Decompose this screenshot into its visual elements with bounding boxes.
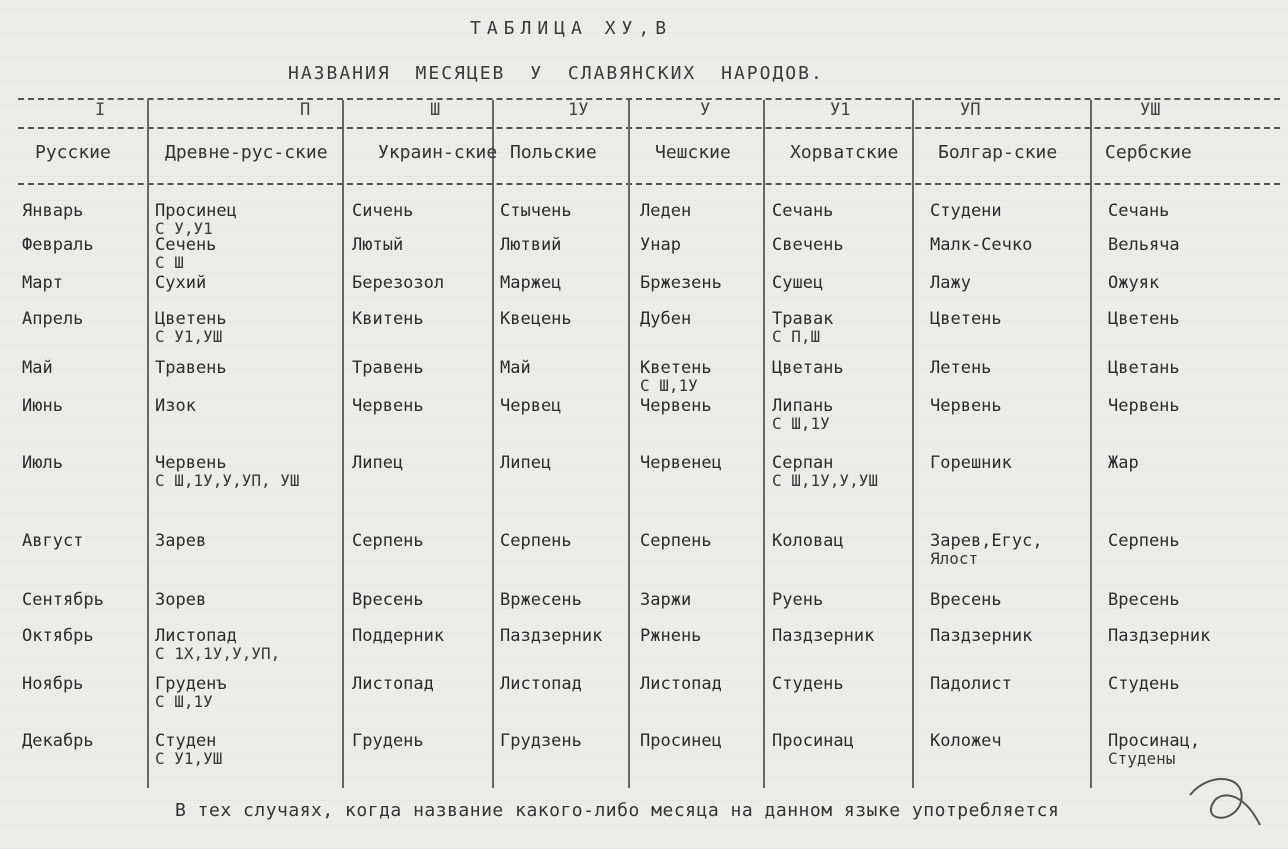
page-title: ТАБЛИЦА ХУ,В bbox=[470, 18, 673, 39]
table-cell bbox=[352, 628, 444, 645]
cell-value: Липец bbox=[352, 453, 404, 473]
table-cell bbox=[352, 203, 413, 220]
table-cell bbox=[772, 360, 844, 377]
month-name bbox=[22, 628, 94, 645]
table-subtitle: НАЗВАНИЯ МЕСЯЦЕВ У СЛАВЯНСКИХ НАРОДОВ. bbox=[288, 63, 824, 84]
cell-value: Дубен bbox=[640, 309, 692, 329]
column-number: У bbox=[700, 100, 711, 120]
cell-value: Лютвий bbox=[500, 235, 562, 255]
table-cell bbox=[772, 311, 833, 345]
cell-value: Цветань bbox=[1108, 358, 1180, 378]
month-name bbox=[22, 592, 104, 609]
cell-value: Вресень bbox=[930, 590, 1002, 610]
cell-value: Грудзень bbox=[500, 731, 582, 751]
table-cell bbox=[640, 733, 722, 750]
table-cell bbox=[640, 533, 712, 550]
table-cell bbox=[155, 360, 227, 377]
table-cell bbox=[930, 237, 1032, 254]
cell-value: Изок bbox=[155, 396, 196, 416]
table-cell bbox=[155, 398, 196, 415]
table-cell bbox=[500, 533, 572, 550]
table-cell bbox=[155, 203, 237, 237]
table-cell bbox=[500, 275, 561, 292]
cell-value: Январь bbox=[22, 201, 84, 221]
table-cell bbox=[1108, 733, 1200, 767]
table-cell bbox=[640, 237, 681, 254]
cell-value: Квитень bbox=[352, 309, 424, 329]
column-divider bbox=[492, 100, 494, 788]
table-cell bbox=[500, 203, 572, 220]
table-cell bbox=[640, 676, 722, 693]
cell-value: Август bbox=[22, 531, 84, 551]
cell-value: Жар bbox=[1108, 453, 1139, 473]
cell-value: Студени bbox=[930, 201, 1002, 221]
cell-value: Паздзерник bbox=[772, 626, 875, 646]
cell-value: Зарев,Егус, bbox=[930, 531, 1043, 551]
column-number: I bbox=[95, 100, 106, 120]
cell-value: Вржесень bbox=[500, 590, 582, 610]
cell-value: Июнь bbox=[22, 396, 63, 416]
column-divider bbox=[342, 100, 344, 788]
cell-value: Липец bbox=[500, 453, 552, 473]
cell-value: Студен bbox=[155, 731, 217, 751]
cell-value: Просинец bbox=[640, 731, 722, 751]
table-cell bbox=[500, 311, 572, 328]
column-number: У1 bbox=[830, 100, 851, 120]
cell-value: Сечень bbox=[155, 235, 217, 255]
cell-value: Малк-Сечко bbox=[930, 235, 1033, 255]
table-cell bbox=[352, 733, 424, 750]
cell-value: Червенец bbox=[640, 453, 722, 473]
cell-value: Унар bbox=[640, 235, 681, 255]
cell-value: Паздзерник bbox=[500, 626, 603, 646]
table-cell bbox=[930, 360, 991, 377]
table-cell bbox=[352, 237, 403, 254]
table-cell bbox=[772, 203, 833, 220]
cell-value: Цветень bbox=[1108, 309, 1180, 329]
table-cell bbox=[500, 398, 561, 415]
cell-value: Серпень bbox=[500, 531, 572, 551]
cell-value: Ожуяк bbox=[1108, 273, 1160, 293]
table-cell bbox=[352, 455, 403, 472]
table-cell bbox=[500, 733, 582, 750]
month-name bbox=[22, 676, 83, 693]
cell-value: Падолист bbox=[930, 674, 1012, 694]
cell-note: С Ш,1У bbox=[640, 376, 698, 395]
table-cell bbox=[352, 398, 424, 415]
table-cell bbox=[640, 455, 722, 472]
column-header: Украин-ские bbox=[378, 142, 498, 163]
cell-value: Цветань bbox=[772, 358, 844, 378]
table-cell bbox=[500, 360, 531, 377]
cell-value: Кветень bbox=[640, 358, 712, 378]
cell-value: Студень bbox=[1108, 674, 1180, 694]
cell-value: Сечань bbox=[772, 201, 834, 221]
cell-value: Паздзерник bbox=[930, 626, 1033, 646]
table-cell bbox=[640, 628, 701, 645]
table-cell bbox=[155, 311, 227, 345]
cell-value: Сичень bbox=[352, 201, 414, 221]
cell-value: Червень bbox=[640, 396, 712, 416]
cell-value: Червень bbox=[1108, 396, 1180, 416]
cell-value: Червец bbox=[500, 396, 562, 416]
cell-value: Грудень bbox=[352, 731, 424, 751]
column-divider bbox=[147, 100, 149, 788]
table-cell bbox=[930, 398, 1002, 415]
table-cell bbox=[1108, 275, 1159, 292]
month-name bbox=[22, 311, 83, 328]
cell-value: Ноябрь bbox=[22, 674, 84, 694]
column-number: УШ bbox=[1140, 100, 1161, 120]
table-cell bbox=[640, 360, 712, 394]
column-number: Ш bbox=[430, 100, 441, 120]
cell-note: С Ш bbox=[155, 253, 184, 272]
table-cell bbox=[772, 628, 874, 645]
cell-value: Маржец bbox=[500, 273, 562, 293]
table-cell bbox=[500, 237, 561, 254]
cell-note: С У,У1 bbox=[155, 219, 213, 238]
column-header: Польские bbox=[510, 142, 597, 163]
table-cell bbox=[155, 676, 227, 710]
cell-value: Серпень bbox=[1108, 531, 1180, 551]
cell-note: С П,Ш bbox=[772, 327, 821, 346]
table-cell bbox=[930, 592, 1002, 609]
table-cell bbox=[155, 237, 216, 271]
column-number: 1У bbox=[568, 100, 589, 120]
column-number: УП bbox=[960, 100, 981, 120]
cell-value: Червень bbox=[155, 453, 227, 473]
month-name bbox=[22, 533, 83, 550]
table-cell bbox=[772, 455, 878, 489]
table-cell bbox=[930, 455, 1012, 472]
cell-note: Ялост bbox=[930, 549, 979, 568]
table-cell bbox=[772, 275, 823, 292]
table-cell bbox=[1108, 628, 1210, 645]
cell-value: Стычень bbox=[500, 201, 572, 221]
column-number: П bbox=[300, 100, 311, 120]
cell-value: Апрель bbox=[22, 309, 84, 329]
month-name bbox=[22, 398, 63, 415]
table-cell bbox=[155, 733, 222, 767]
month-name bbox=[22, 237, 94, 254]
cell-value: Серпан bbox=[772, 453, 834, 473]
handwritten-mark bbox=[1180, 765, 1270, 835]
cell-value: Леден bbox=[640, 201, 692, 221]
month-name bbox=[22, 275, 63, 292]
column-header: Чешские bbox=[655, 142, 731, 163]
cell-value: Листопад bbox=[352, 674, 434, 694]
cell-value: Серпень bbox=[640, 531, 712, 551]
table-cell bbox=[155, 592, 206, 609]
cell-value: Квецень bbox=[500, 309, 572, 329]
column-header: Сербские bbox=[1105, 142, 1192, 163]
table-cell bbox=[772, 733, 854, 750]
cell-value: Ржнень bbox=[640, 626, 702, 646]
cell-note: С Ш,1У bbox=[772, 414, 830, 433]
column-divider bbox=[1090, 100, 1092, 788]
cell-value: Студень bbox=[772, 674, 844, 694]
table-cell bbox=[930, 311, 1002, 328]
cell-value: Летень bbox=[930, 358, 992, 378]
cell-value: Липань bbox=[772, 396, 834, 416]
cell-value: Сечань bbox=[1108, 201, 1170, 221]
table-cell bbox=[1108, 533, 1180, 550]
table-cell bbox=[1108, 398, 1180, 415]
table-cell bbox=[930, 676, 1012, 693]
cell-note: С Ш,1У bbox=[155, 692, 213, 711]
cell-value: Зарев bbox=[155, 531, 207, 551]
cell-value: Руень bbox=[772, 590, 824, 610]
cell-value: Июль bbox=[22, 453, 63, 473]
cell-value: Листопад bbox=[155, 626, 237, 646]
table-cell bbox=[155, 628, 280, 662]
column-divider bbox=[763, 100, 765, 788]
cell-value: Бржезень bbox=[640, 273, 722, 293]
cell-value: Цветень bbox=[155, 309, 227, 329]
cell-value: Вельяча bbox=[1108, 235, 1180, 255]
table-cell bbox=[1108, 203, 1169, 220]
cell-value: Поддерник bbox=[352, 626, 445, 646]
table-cell bbox=[640, 275, 722, 292]
column-header: Русские bbox=[35, 142, 111, 163]
table-cell bbox=[640, 592, 691, 609]
cell-value: Цветень bbox=[930, 309, 1002, 329]
cell-value: Листопад bbox=[500, 674, 582, 694]
cell-value: Сушец bbox=[772, 273, 824, 293]
cell-note: С У1,УШ bbox=[155, 749, 223, 768]
table-cell bbox=[500, 676, 582, 693]
cell-value: Коловац bbox=[772, 531, 844, 551]
month-name bbox=[22, 455, 63, 472]
cell-value: Травень bbox=[155, 358, 227, 378]
cell-value: Травень bbox=[352, 358, 424, 378]
table-cell bbox=[1108, 676, 1180, 693]
table-cell bbox=[930, 733, 1002, 750]
table-cell bbox=[640, 398, 712, 415]
cell-value: Травак bbox=[772, 309, 834, 329]
table-cell bbox=[155, 455, 300, 489]
cell-value: Лютый bbox=[352, 235, 404, 255]
table-cell bbox=[352, 311, 424, 328]
table-cell bbox=[930, 275, 971, 292]
table-cell bbox=[640, 203, 691, 220]
cell-value: Февраль bbox=[22, 235, 94, 255]
column-header: Древне-рус-ские bbox=[165, 142, 328, 163]
table-cell bbox=[772, 676, 844, 693]
table-cell bbox=[352, 533, 424, 550]
table-cell bbox=[930, 628, 1032, 645]
table-cell bbox=[1108, 360, 1180, 377]
cell-note: С 1Х,1У,У,УП, bbox=[155, 644, 281, 663]
cell-note: С Ш,1У,У,УШ bbox=[772, 471, 878, 490]
cell-value: Сентябрь bbox=[22, 590, 104, 610]
cell-value: Серпень bbox=[352, 531, 424, 551]
month-name bbox=[22, 360, 53, 377]
cell-value: Горешник bbox=[930, 453, 1012, 473]
cell-value: Март bbox=[22, 273, 63, 293]
table-cell bbox=[772, 592, 823, 609]
column-divider bbox=[912, 100, 914, 788]
cell-value: Вресень bbox=[352, 590, 424, 610]
cell-value: Коложеч bbox=[930, 731, 1002, 751]
table-cell bbox=[1108, 455, 1139, 472]
table-cell bbox=[772, 237, 844, 254]
cell-value: Просинац bbox=[772, 731, 854, 751]
cell-value: Просинац, bbox=[1108, 731, 1201, 751]
table-cell bbox=[352, 360, 424, 377]
cell-value: Свечень bbox=[772, 235, 844, 255]
cell-value: Декабрь bbox=[22, 731, 94, 751]
cell-value: Паздзерник bbox=[1108, 626, 1211, 646]
cell-value: Листопад bbox=[640, 674, 722, 694]
cell-value: Червень bbox=[930, 396, 1002, 416]
cell-value: Вресень bbox=[1108, 590, 1180, 610]
table-cell bbox=[352, 676, 434, 693]
table-cell bbox=[500, 628, 602, 645]
table-cell bbox=[772, 533, 844, 550]
cell-value: Заржи bbox=[640, 590, 692, 610]
table-cell bbox=[930, 533, 1043, 567]
cell-note: С Ш,1У,У,УП, УШ bbox=[155, 471, 300, 490]
table-cell bbox=[930, 203, 1002, 220]
table-cell bbox=[640, 311, 691, 328]
cell-value: Октябрь bbox=[22, 626, 94, 646]
cell-note: С У1,УШ bbox=[155, 327, 223, 346]
cell-value: Березозол bbox=[352, 273, 445, 293]
table-cell bbox=[1108, 237, 1180, 254]
table-cell bbox=[155, 275, 206, 292]
table-cell bbox=[1108, 592, 1180, 609]
cell-note: Студены bbox=[1108, 749, 1176, 768]
cell-value: Просинец bbox=[155, 201, 237, 221]
table-cell bbox=[1108, 311, 1180, 328]
column-header: Болгар-ские bbox=[938, 142, 1058, 163]
month-name bbox=[22, 733, 94, 750]
column-divider bbox=[628, 100, 630, 788]
table-cell bbox=[352, 275, 444, 292]
cell-value: Май bbox=[500, 358, 531, 378]
table-cell bbox=[500, 455, 551, 472]
cell-value: Червень bbox=[352, 396, 424, 416]
cell-value: Груденъ bbox=[155, 674, 227, 694]
month-name bbox=[22, 203, 83, 220]
cell-value: Зорев bbox=[155, 590, 207, 610]
cell-value: Лажу bbox=[930, 273, 971, 293]
table-cell bbox=[500, 592, 582, 609]
table-cell bbox=[155, 533, 206, 550]
cell-value: Май bbox=[22, 358, 53, 378]
table-cell bbox=[352, 592, 424, 609]
column-header: Хорватские bbox=[790, 142, 899, 163]
footer-text: В тех случаях, когда название какого-либо месяца на данном языке употребляется bbox=[175, 800, 1060, 821]
table-cell bbox=[772, 398, 833, 432]
cell-value: Сухий bbox=[155, 273, 207, 293]
